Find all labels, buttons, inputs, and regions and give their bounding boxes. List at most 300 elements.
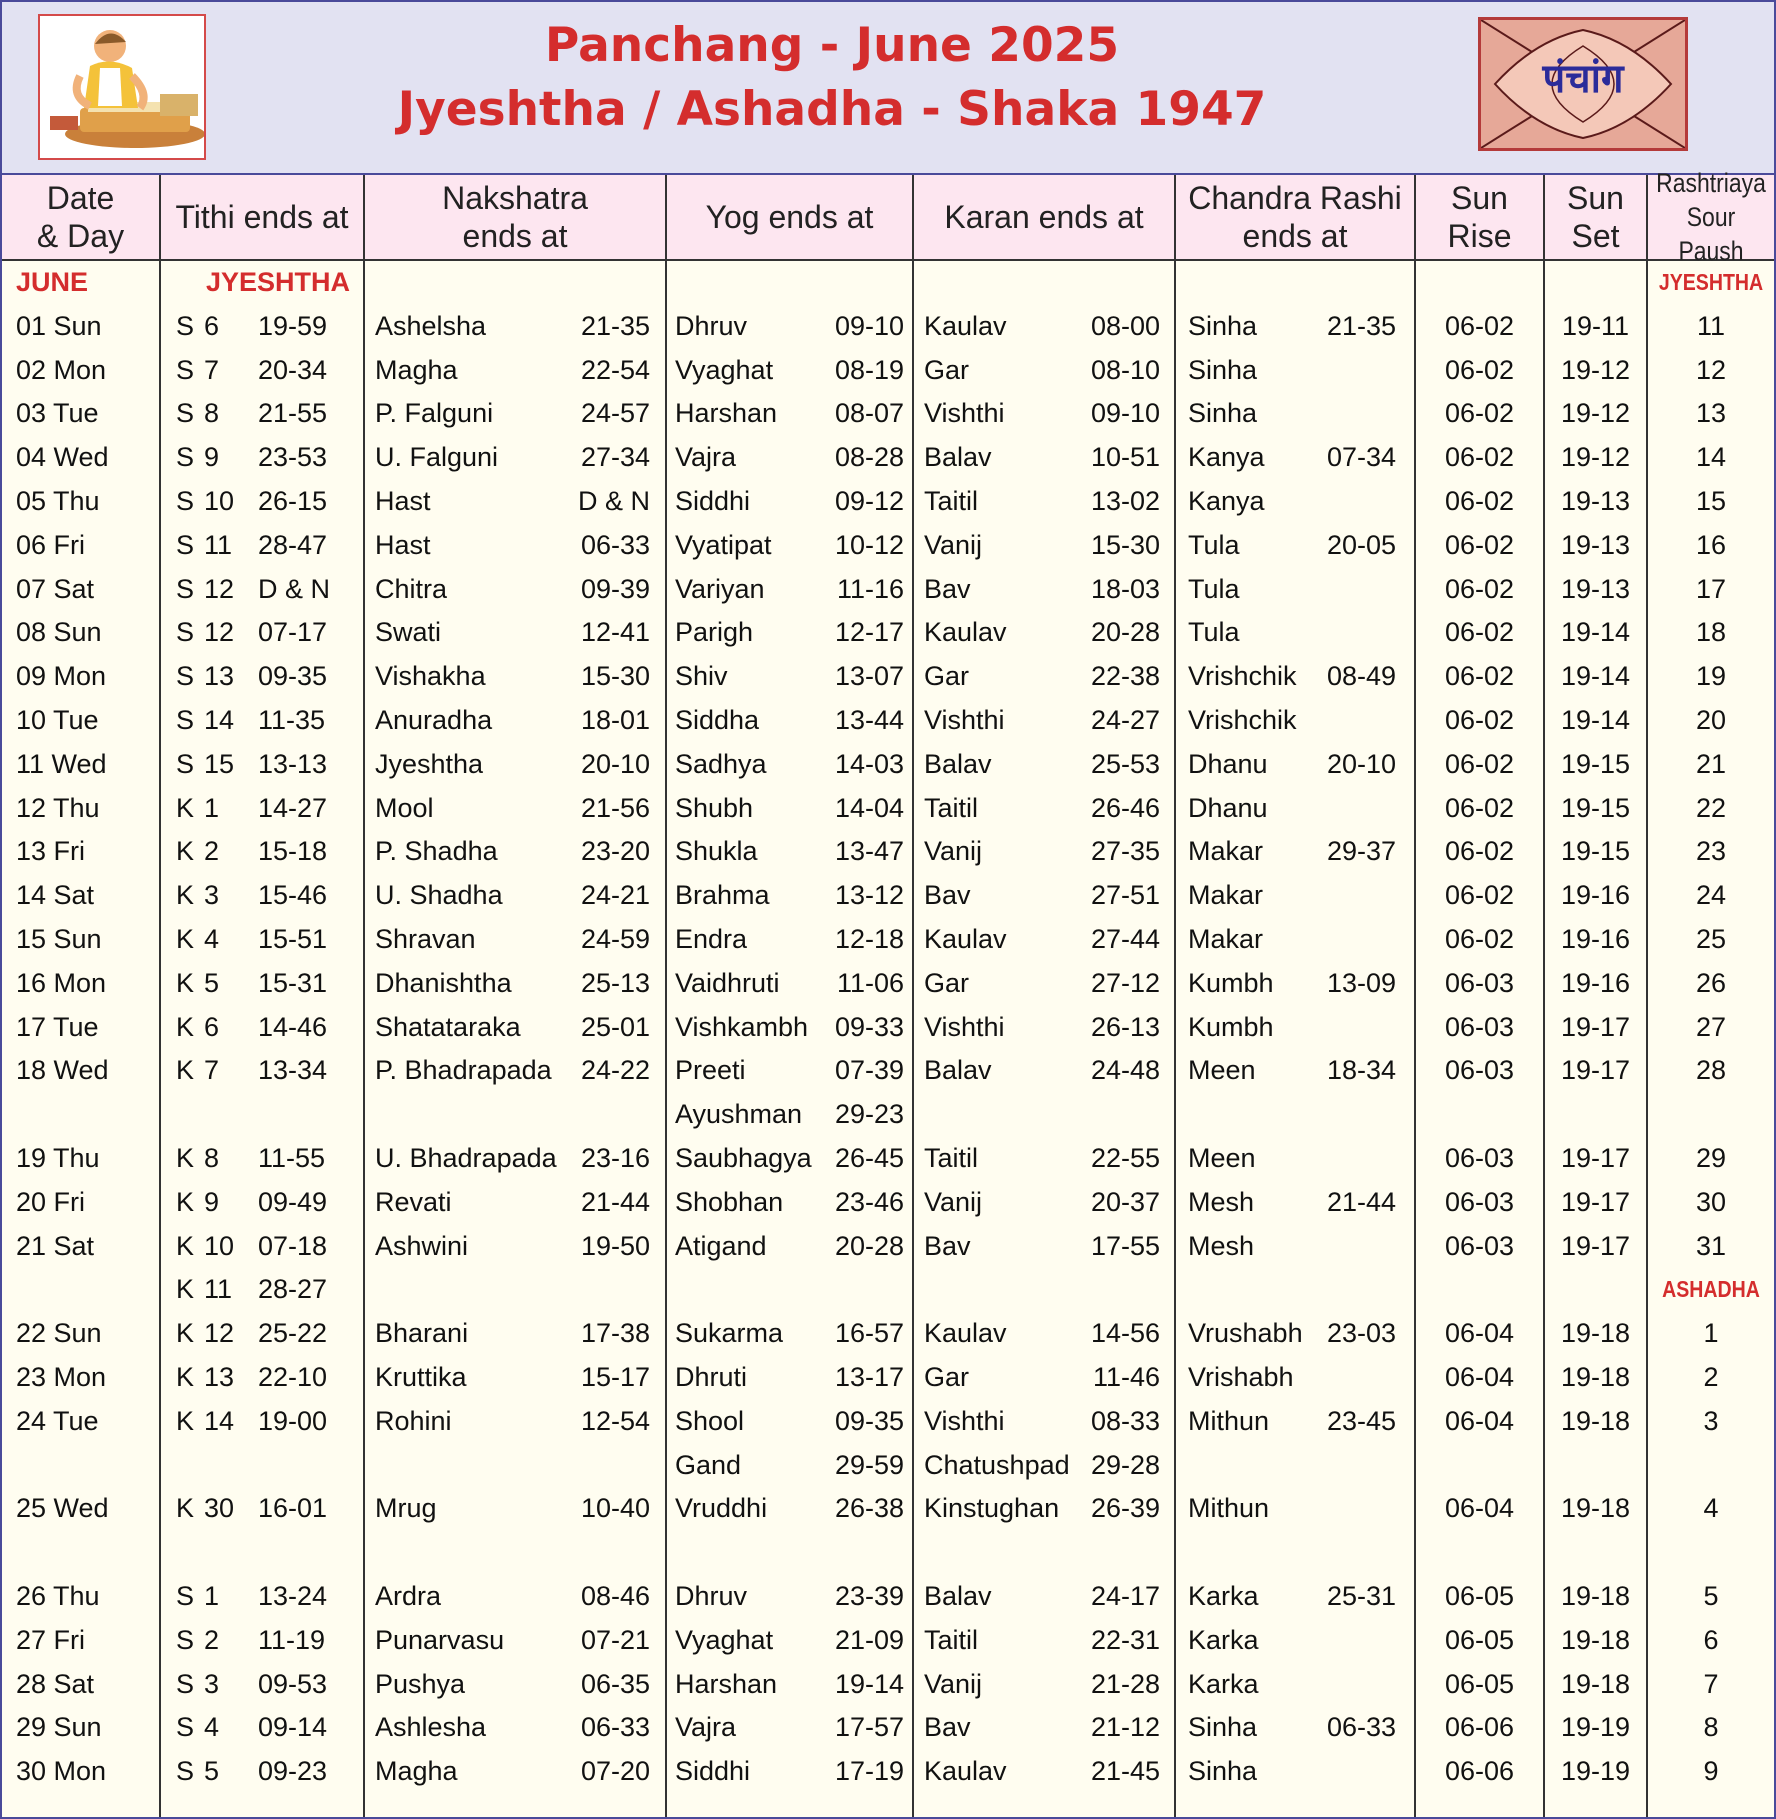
cell-yt: 19-14 (834, 1668, 904, 1699)
cell-yt: 23-39 (834, 1580, 904, 1611)
cell-cr: Karka (1188, 1668, 1259, 1699)
cell-kr: Vanij (924, 836, 983, 867)
cell-kt: 10-51 (1090, 442, 1160, 473)
cell-nk: Ashlesha (375, 1712, 487, 1743)
cell-tt: 25-22 (258, 1318, 328, 1349)
cell-sr: 06-03 (1444, 1055, 1515, 1086)
table-row (2, 349, 1774, 393)
cell-ss: 19-18 (1560, 1624, 1631, 1655)
cell-rs: 11 (1696, 310, 1726, 341)
cell-sr: 06-05 (1444, 1624, 1515, 1655)
cell-kr: Taitil (924, 485, 979, 516)
cell-kt: 08-00 (1090, 310, 1160, 341)
cell-nt: 12-54 (580, 1405, 650, 1436)
cell-sr: 06-02 (1444, 354, 1515, 385)
cell-rs: 18 (1695, 617, 1727, 648)
cell-nk: Kruttika (375, 1361, 467, 1392)
cell-nt: 25-13 (580, 967, 650, 998)
col-chandra-rashi (1176, 175, 1414, 259)
cell-kr: Bav (924, 1712, 971, 1743)
cell-tt: 09-23 (258, 1756, 328, 1787)
cell-nk: Rohini (375, 1405, 452, 1436)
cell-ct (1312, 1093, 1396, 1137)
cell-sr: 06-02 (1444, 836, 1515, 867)
table-row (2, 787, 1774, 831)
cell-yt: 07-39 (834, 1055, 904, 1086)
cell-tn: 7 (204, 354, 220, 385)
cell-tt: 28-27 (258, 1274, 328, 1305)
cell-yg (675, 1531, 825, 1575)
cell-yt (820, 1268, 904, 1312)
cell-tn: 10 (204, 485, 235, 516)
cell-rs: 5 (1703, 1580, 1719, 1611)
cell-nk: Ashelsha (375, 310, 487, 341)
cell-kt: 20-28 (1090, 617, 1160, 648)
cell-tp: K (176, 1405, 195, 1436)
cell-rs: 2 (1703, 1361, 1719, 1392)
cell-rs: 24 (1695, 880, 1727, 911)
cell-tt (258, 1531, 354, 1575)
cell-date (16, 1268, 156, 1312)
cell-ct (1312, 1619, 1396, 1663)
cell-tp (176, 1444, 200, 1488)
cell-nk (375, 1444, 575, 1488)
cell-yt: 14-04 (834, 792, 904, 823)
cell-yt: 21-09 (834, 1624, 904, 1655)
cell-rs: 9 (1703, 1756, 1719, 1787)
cell-tn: 9 (204, 1186, 220, 1217)
cell-tn: 9 (204, 442, 220, 473)
cell-yt: 17-19 (834, 1756, 904, 1787)
cell-kr: Bav (924, 573, 971, 604)
cell-ct: 18-34 (1326, 1055, 1396, 1086)
cell-ss: 19-18 (1560, 1361, 1631, 1392)
cell-yg: Vaidhruti (675, 967, 780, 998)
cell-tp: K (176, 1055, 195, 1086)
cell-date: 03 Tue (16, 398, 99, 429)
cell-tn: 14 (204, 704, 235, 735)
cell-nt: 18-01 (580, 704, 650, 735)
cell-kt: 08-10 (1090, 354, 1160, 385)
cell-ct: 20-05 (1326, 529, 1396, 560)
cell-nt: 06-35 (580, 1668, 650, 1699)
cell-tp: S (176, 1756, 195, 1787)
cell-tn: 12 (204, 573, 235, 604)
table-row (2, 699, 1774, 743)
cell-kt: 24-48 (1090, 1055, 1160, 1086)
cell-kr: Balav (924, 748, 992, 779)
cell-kr: Balav (924, 1055, 992, 1086)
cell-yt: 08-28 (834, 442, 904, 473)
cell-nt: 15-30 (580, 661, 650, 692)
cell-sr: 06-05 (1444, 1668, 1515, 1699)
cell-cr: Mesh (1188, 1230, 1255, 1261)
cell-ss: 19-17 (1560, 1142, 1631, 1173)
cell-sr: 06-03 (1444, 967, 1515, 998)
cell-sr: 06-02 (1444, 485, 1515, 516)
col-sun-rise-line1: Sun (1451, 180, 1508, 216)
cell-kt: 27-12 (1090, 967, 1160, 998)
cell-kt: 26-13 (1090, 1011, 1160, 1042)
cell-tp: K (176, 1011, 195, 1042)
cell-date: 20 Fri (16, 1186, 86, 1217)
table-row (2, 524, 1774, 568)
cell-tt: D & N (258, 573, 331, 604)
cell-yt: 29-23 (834, 1099, 904, 1130)
cell-nt: 21-44 (580, 1186, 650, 1217)
cell-nk: Anuradha (375, 704, 493, 735)
cell-ct (1312, 1444, 1396, 1488)
table-row (2, 1575, 1774, 1619)
cell-yg: Sukarma (675, 1318, 784, 1349)
cell-ss: 19-11 (1561, 310, 1630, 341)
cell-tn: 12 (204, 1318, 235, 1349)
cell-cr (1188, 1444, 1318, 1488)
cell-kr: Gar (924, 661, 970, 692)
cell-date (16, 1093, 156, 1137)
cell-sr: 06-04 (1444, 1361, 1515, 1392)
cell-tp: S (176, 748, 195, 779)
cell-ss: 19-12 (1560, 354, 1631, 385)
cell-date: 17 Tue (16, 1011, 99, 1042)
cell-date: 24 Tue (16, 1405, 99, 1436)
cell-date: 28 Sat (16, 1668, 95, 1699)
table-row (2, 655, 1774, 699)
cell-yt: 10-12 (834, 529, 904, 560)
cell-tp: K (176, 1361, 195, 1392)
cell-nt: 24-59 (580, 923, 650, 954)
cell-tn: 2 (204, 1624, 220, 1655)
cell-nk: Mrug (375, 1493, 437, 1524)
logo-text: पंचांग (1542, 56, 1624, 102)
cell-ct (1312, 1750, 1396, 1794)
cell-nk: Mool (375, 792, 434, 823)
table-row (2, 1356, 1774, 1400)
cell-nt: 21-56 (580, 792, 650, 823)
cell-yt: 29-59 (834, 1449, 904, 1480)
cell-kt: 21-12 (1090, 1712, 1160, 1743)
cell-yt: 09-33 (834, 1011, 904, 1042)
cell-tn: 5 (204, 1756, 220, 1787)
cell-tp: K (176, 1142, 195, 1173)
cell-nk (375, 1268, 575, 1312)
cell-ss: 19-17 (1560, 1230, 1631, 1261)
cell-kt: 21-28 (1090, 1668, 1160, 1699)
cell-kr: Chatushpad (924, 1449, 1070, 1480)
cell-yg: Shiv (675, 661, 728, 692)
cell-sr: 06-04 (1444, 1318, 1515, 1349)
cell-kr: Kaulav (924, 310, 1007, 341)
cell-cr: Kanya (1188, 485, 1265, 516)
cell-yt: 12-17 (834, 617, 904, 648)
cell-ct (1312, 787, 1396, 831)
cell-tt: 21-55 (258, 398, 328, 429)
cell-sr (1416, 1531, 1543, 1575)
cell-tt: 11-19 (258, 1624, 326, 1655)
cell-kr: Balav (924, 442, 992, 473)
cell-cr (1188, 1531, 1318, 1575)
cell-date: 30 Mon (16, 1756, 107, 1787)
page-subtitle: Jyeshtha / Ashadha - Shaka 1947 (397, 82, 1267, 137)
cell-ss: 19-16 (1560, 923, 1631, 954)
cell-ct (1312, 1137, 1396, 1181)
cell-kt: 14-56 (1090, 1318, 1160, 1349)
table-row (2, 1268, 1774, 1312)
cell-nk: Revati (375, 1186, 452, 1217)
cell-tp: S (176, 617, 195, 648)
cell-date: 05 Thu (16, 485, 100, 516)
cell-tn: 1 (204, 1580, 220, 1611)
cell-nt: 21-35 (580, 310, 650, 341)
cell-nt: 24-21 (580, 880, 650, 911)
cell-yg: Siddhi (675, 1756, 751, 1787)
col-rashtriya-line2: Sour Paush (1678, 202, 1744, 266)
table-row (2, 436, 1774, 480)
cell-yt: 26-45 (834, 1142, 904, 1173)
cell-sr: 06-02 (1444, 310, 1515, 341)
cell-tn (204, 1444, 242, 1488)
cell-yg: Vyaghat (675, 354, 774, 385)
cell-yg: Vyaghat (675, 1624, 774, 1655)
cell-kr: Kaulav (924, 923, 1007, 954)
table-row (2, 1312, 1774, 1356)
table-row (2, 1137, 1774, 1181)
cell-tn: 7 (204, 1055, 220, 1086)
cell-nt: 15-17 (580, 1361, 650, 1392)
table-row (2, 1444, 1774, 1488)
cell-cr: Tula (1188, 529, 1240, 560)
month-label: JUNE (16, 267, 89, 297)
cell-ss: 19-18 (1560, 1493, 1631, 1524)
cell-cr (1188, 1268, 1318, 1312)
table-row (2, 1750, 1774, 1794)
cell-ct: 20-10 (1326, 748, 1396, 779)
cell-rs: ASHADHA (1662, 1276, 1760, 1303)
table-row (2, 611, 1774, 655)
col-date-day-line1: Date (46, 180, 115, 216)
cell-nk: Punarvasu (375, 1624, 505, 1655)
cell-rs: 25 (1695, 923, 1727, 954)
table-row (2, 1049, 1774, 1093)
cell-ct (1312, 874, 1396, 918)
cell-yg: Vajra (675, 442, 737, 473)
cell-tn: 14 (204, 1405, 235, 1436)
cell-nt: 06-33 (580, 529, 650, 560)
cell-ss: 19-19 (1560, 1712, 1631, 1743)
cell-ss: 19-18 (1560, 1580, 1631, 1611)
col-sun-set (1545, 175, 1646, 259)
cell-date: 13 Fri (16, 836, 86, 867)
cell-nt: 09-39 (580, 573, 650, 604)
cell-rs: 21 (1695, 748, 1727, 779)
cell-tt: 20-34 (258, 354, 328, 385)
col-chandra-rashi-line1: Chandra Rashi (1188, 180, 1402, 216)
cell-sr: 06-02 (1444, 880, 1515, 911)
cell-tt: 28-47 (258, 529, 328, 560)
cell-nk: U. Bhadrapada (375, 1142, 557, 1173)
cell-ct: 06-33 (1326, 1712, 1396, 1743)
cell-date: 07 Sat (16, 573, 95, 604)
col-nakshatra-line2: ends at (462, 218, 568, 254)
cell-kt: 15-30 (1090, 529, 1160, 560)
cell-yt: 14-03 (834, 748, 904, 779)
cell-kt: 24-27 (1090, 704, 1160, 735)
cell-cr: Vrishchik (1188, 661, 1297, 692)
table-row (2, 1663, 1774, 1707)
cell-tp: S (176, 1668, 195, 1699)
cell-tp: S (176, 310, 195, 341)
cell-nt: 12-41 (580, 617, 650, 648)
cell-date: 25 Wed (16, 1493, 109, 1524)
cell-ss: 19-17 (1560, 1011, 1631, 1042)
cell-date: 04 Wed (16, 442, 109, 473)
cell-tn: 10 (204, 1230, 235, 1261)
cell-nk: Pushya (375, 1668, 466, 1699)
cell-cr: Kumbh (1188, 967, 1274, 998)
cell-rs: 16 (1695, 529, 1727, 560)
cell-tt: 11-55 (258, 1142, 326, 1173)
cell-cr: Karka (1188, 1624, 1259, 1655)
cell-yt: 09-35 (834, 1405, 904, 1436)
cell-kr: Gar (924, 354, 970, 385)
cell-cr: Sinha (1188, 354, 1258, 385)
cell-yg (675, 1268, 825, 1312)
cell-tp: K (176, 880, 195, 911)
cell-ss: 19-17 (1560, 1186, 1631, 1217)
cell-tn: 12 (204, 617, 235, 648)
cell-kt: 18-03 (1090, 573, 1160, 604)
cell-kt: 25-53 (1090, 748, 1160, 779)
cell-yg: Variyan (675, 573, 765, 604)
cell-nk: P. Falguni (375, 398, 494, 429)
cell-ss (1545, 1444, 1646, 1488)
cell-ct (1312, 1225, 1396, 1269)
cell-kt: 27-35 (1090, 836, 1160, 867)
cell-tt: 23-53 (258, 442, 328, 473)
cell-kr: Vishthi (924, 704, 1005, 735)
cell-yt: 13-47 (834, 836, 904, 867)
cell-cr: Meen (1188, 1142, 1256, 1173)
cell-ss: 19-14 (1560, 661, 1631, 692)
cell-kr: Vishthi (924, 1011, 1005, 1042)
cell-rs: 17 (1695, 573, 1727, 604)
cell-yg: Shukla (675, 836, 758, 867)
cell-date: 08 Sun (16, 617, 102, 648)
cell-tn: 8 (204, 1142, 220, 1173)
cell-rs: 8 (1703, 1712, 1719, 1743)
cell-sr: 06-02 (1444, 792, 1515, 823)
cell-nt (562, 1444, 650, 1488)
cell-tt: 13-13 (258, 748, 328, 779)
cell-cr: Vrishchik (1188, 704, 1297, 735)
table-row (2, 568, 1774, 612)
cell-nk (375, 1531, 575, 1575)
cell-rs: 22 (1695, 792, 1727, 823)
cell-kt: 09-10 (1090, 398, 1160, 429)
cell-tn: 2 (204, 836, 220, 867)
cell-nk: Dhanishtha (375, 967, 512, 998)
cell-nk: Shatataraka (375, 1011, 521, 1042)
cell-tt: 19-59 (258, 310, 328, 341)
cell-yg: Sadhya (675, 748, 767, 779)
cell-nk: Swati (375, 617, 442, 648)
cell-nt: 07-20 (580, 1756, 650, 1787)
cell-rs: 20 (1695, 704, 1727, 735)
cell-ct (1312, 1006, 1396, 1050)
cell-nk: P. Bhadrapada (375, 1055, 552, 1086)
cell-yt: 11-16 (836, 573, 904, 604)
cell-tn: 3 (204, 1668, 220, 1699)
cell-tp: S (176, 398, 195, 429)
cell-nk: Jyeshtha (375, 748, 484, 779)
table-row (2, 305, 1774, 349)
cell-cr: Sinha (1188, 1712, 1258, 1743)
cell-tp (176, 1093, 200, 1137)
cell-yg: Dhruv (675, 310, 748, 341)
cell-ss: 19-13 (1560, 529, 1631, 560)
cell-ct (1312, 480, 1396, 524)
cell-nt: 27-34 (580, 442, 650, 473)
cell-kt: 27-44 (1090, 923, 1160, 954)
cell-cr: Mithun (1188, 1493, 1270, 1524)
cell-yg: Vajra (675, 1712, 737, 1743)
cell-yg: Harshan (675, 1668, 778, 1699)
cell-nt: 24-22 (580, 1055, 650, 1086)
col-sun-set-line2: Set (1571, 218, 1620, 254)
table-row (2, 743, 1774, 787)
cell-yg: Saubhagya (675, 1142, 812, 1173)
cell-tt (258, 1444, 354, 1488)
col-chandra-rashi-line2: ends at (1242, 218, 1348, 254)
cell-cr: Karka (1188, 1580, 1259, 1611)
cell-yt: 08-19 (834, 354, 904, 385)
cell-date: 27 Fri (16, 1624, 86, 1655)
cell-tt: 15-46 (258, 880, 328, 911)
cell-ct: 13-09 (1326, 967, 1396, 998)
cell-tp: K (176, 967, 195, 998)
cell-kr: Taitil (924, 1624, 979, 1655)
cell-tt: 13-24 (258, 1580, 328, 1611)
cell-date: 21 Sat (16, 1230, 95, 1261)
cell-nt: 22-54 (580, 354, 650, 385)
cell-tt: 14-46 (258, 1011, 328, 1042)
cell-rs: 23 (1695, 836, 1727, 867)
cell-tn: 3 (204, 880, 220, 911)
cell-nt: 08-46 (580, 1580, 650, 1611)
cell-kr (924, 1093, 1084, 1137)
cell-kr (924, 1268, 1084, 1312)
cell-yg: Brahma (675, 880, 770, 911)
cell-kt: 22-55 (1090, 1142, 1160, 1173)
cell-kr: Vishthi (924, 398, 1005, 429)
cell-nk: U. Shadha (375, 880, 503, 911)
cell-yt: 23-46 (834, 1186, 904, 1217)
table-row (2, 480, 1774, 524)
cell-yg: Harshan (675, 398, 778, 429)
cell-kt: 08-33 (1090, 1405, 1160, 1436)
cell-date (16, 1531, 156, 1575)
cell-tp: K (176, 836, 195, 867)
cell-kt: 22-31 (1090, 1624, 1160, 1655)
cell-rs: 31 (1695, 1230, 1727, 1261)
cell-date: 09 Mon (16, 661, 107, 692)
cell-yg: Siddhi (675, 485, 751, 516)
cell-tp (176, 1531, 200, 1575)
cell-tn: 11 (204, 1274, 233, 1305)
cell-rs: 12 (1695, 354, 1727, 385)
table-header (2, 168, 1774, 266)
table-row (2, 1006, 1774, 1050)
